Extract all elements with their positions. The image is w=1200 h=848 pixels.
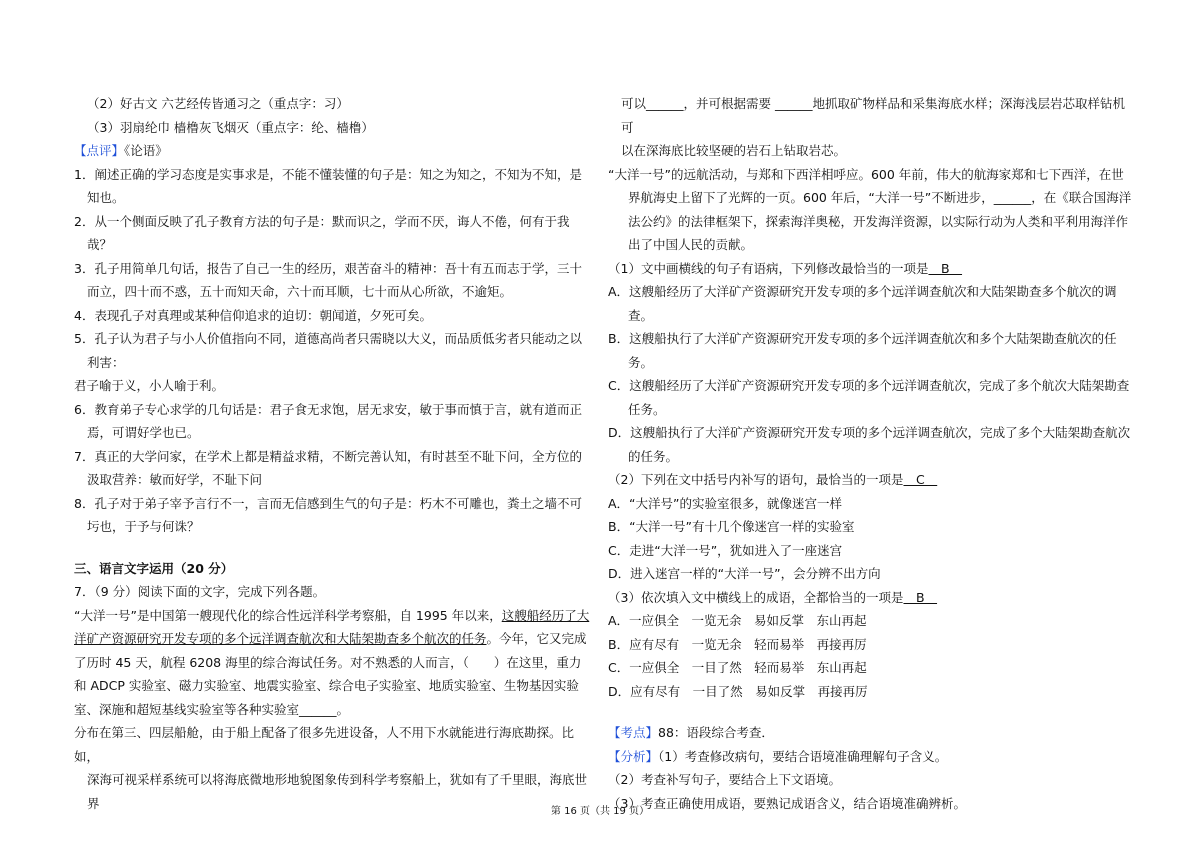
dianping-tag: 【点评】 [74, 143, 125, 158]
question-3 [608, 586, 1133, 610]
dianping [74, 139, 592, 163]
page-footer: 第 16 页（共 19 页） [550, 806, 650, 817]
question-7: 7．（9 分）阅读下面的文字，完成下列各题。 [74, 584, 326, 599]
list-item: 4．表现孔子对真理或某种信仰追求的迫切：朝闻道，夕死可矣。 [74, 307, 432, 323]
left-column [74, 92, 592, 815]
question-text: （1）文中画横线的句子有语病，下列修改最恰当的一项是 [608, 260, 929, 276]
analysis-line: （2）考查补写句子，要结合上下文语境。 [608, 772, 841, 787]
list-item: 3．孔子用简单几句话，报告了自己一生的经历，艰苦奋斗的精神：吾十有五而志于学，三十而立，四十而不惑，五十而知天命，六十而耳顺，七十而从心所欲，不逾矩。 [74, 260, 582, 299]
passage: “大洋一号”的远航活动，与郑和下西洋相呼应。600 年前，伟大的航海家郑和七下西洋，在世界航海史上留下了光辉的一页。600 年后，“大洋一号”不断进步，______，在《联合国海洋法公约》的法律框架下，探索海洋奥秘，开发海洋资源，以实际行动为人类和平利用海洋作出了中国人民的贡献。 [608, 166, 1132, 252]
option: D．这艘船执行了大洋矿产资源研究开发专项的多个远洋调查航次，完成了多个大陆架勘查航次的任务。 [608, 425, 1131, 464]
kaodian-tag: 【考点】 [608, 725, 659, 740]
answer: B [928, 260, 963, 276]
option: B．这艘船执行了大洋矿产资源研究开发专项的多个远洋调查航次和多个大陆架勘查航次的任务。 [608, 331, 1117, 370]
list-item: 7．真正的大学问家，在学术上都是精益求精，不断完善认知，有时甚至不耻下问，全方位的汲取营养：敏而好学，不耻下问 [74, 448, 582, 487]
list-item: 2．从一个侧面反映了孔子教育方法的句子是：默而识之，学而不厌，诲人不倦，何有于我哉？ [74, 213, 570, 252]
option: A．一应俱全 一览无余 易如反掌 东山再起 [608, 613, 867, 628]
line: （2）好古文 六艺经传皆通习之（重点字：习） [87, 96, 349, 111]
option: B．应有尽有 一览无余 轻而易举 再接再厉 [608, 636, 867, 652]
passage: 以在深海底比较坚硬的岩石上钻取岩芯。 [621, 143, 847, 158]
passage-text: “大洋一号”是中国第一艘现代化的综合性远洋科学考察船，自 1995 年以来， [74, 607, 502, 623]
option: B．“大洋一号”有十几个像迷宫一样的实验室 [608, 519, 855, 534]
option: A．这艘船经历了大洋矿产资源研究开发专项的多个远洋调查航次和大陆架勘查多个航次的调查。 [608, 284, 1117, 323]
list-item: 君子喻于义，小人喻于利。 [74, 378, 225, 393]
dianping-text: 《论语》 [124, 143, 168, 158]
answer: B [903, 589, 938, 605]
fenxi [608, 745, 1133, 769]
list-item: 1．阐述正确的学习态度是实事求是，不能不懂装懂的句子是：知之为知之，不知为不知，是知也。 [74, 166, 582, 205]
passage: 可以______，并可根据需要 ______地抓取矿物样品和采集海底水样；深海浅层岩芯取样钻机可 [621, 96, 1125, 135]
fenxi-text: （1）考查修改病句，要结合语境准确理解句子含义。 [658, 748, 948, 764]
list-item: 8．孔子对于弟子宰予言行不一，言而无信感到生气的句子是：朽木不可雕也，粪土之墙不可圬也，于予与何诛？ [74, 495, 582, 534]
fenxi-tag: 【分析】 [608, 748, 659, 764]
kaodian-text: 88：语段综合考查． [658, 725, 774, 740]
question-text: （3）依次填入文中横线上的成语，全都恰当的一项是 [608, 589, 904, 605]
question-1 [608, 257, 1133, 281]
line: （3）羽扇纶巾 樯橹灰飞烟灭（重点字：纶、樯橹） [87, 119, 374, 135]
question-text: （2）下列在文中括号内补写的语句，最恰当的一项是 [608, 472, 904, 487]
option: A．“大洋号”的实验室很多，就像迷宫一样 [608, 495, 843, 511]
kaodian [608, 721, 1133, 745]
analysis-line: （3）考查正确使用成语，要熟记成语含义，结合语境准确辨析。 [608, 795, 966, 811]
list-item: 5．孔子认为君子与小人价值指向不同，道德高尚者只需晓以大义，而品质低劣者只能动之以利害： [74, 331, 582, 370]
answer: C [903, 472, 938, 487]
underlined-sentence: 这艘船经历了大洋矿产资源研究开发专项的多个远洋调查航次和大陆架勘查多个航次的任务 [74, 607, 590, 646]
passage-text: 。今年，它又完成了历时 45 天，航程 6208 海里的综合海试任务。对不熟悉的人而言，（ ）在这里，重力和 ADCP 实验室、磁力实验室、地震实验室、综合电子实验室、地质实验室、生物基因实验室、深施和超短基线实验室等各种实验室______。 [74, 631, 587, 717]
section-title: 三、语言文字运用（20 分） [74, 560, 234, 576]
list-item: 6．教育弟子专心求学的几句话是：君子食无求饱，居无求安，敏于事而慎于言，就有道而正焉，可谓好学也已。 [74, 401, 582, 440]
option: D．进入迷宫一样的“大洋一号”，会分辨不出方向 [608, 566, 881, 581]
passage: 分布在第三、四层船舱，由于船上配备了很多先进设备，人不用下水就能进行海底勘探。比如， [74, 725, 575, 764]
option: C．这艘船经历了大洋矿产资源研究开发专项的多个远洋调查航次，完成了多个航次大陆架勘查任务。 [608, 378, 1130, 417]
question-2 [608, 468, 1133, 492]
passage [74, 604, 592, 722]
right-column [608, 92, 1133, 815]
option: D．应有尽有 一目了然 易如反掌 再接再厉 [608, 683, 868, 699]
passage: 深海可视采样系统可以将海底微地形地貌图象传到科学考察船上，犹如有了千里眼，海底世界 [87, 772, 588, 811]
option: C．走进“大洋一号”，犹如进入了一座迷宫 [608, 542, 843, 558]
option: C．一应俱全 一目了然 轻而易举 东山再起 [608, 660, 867, 675]
